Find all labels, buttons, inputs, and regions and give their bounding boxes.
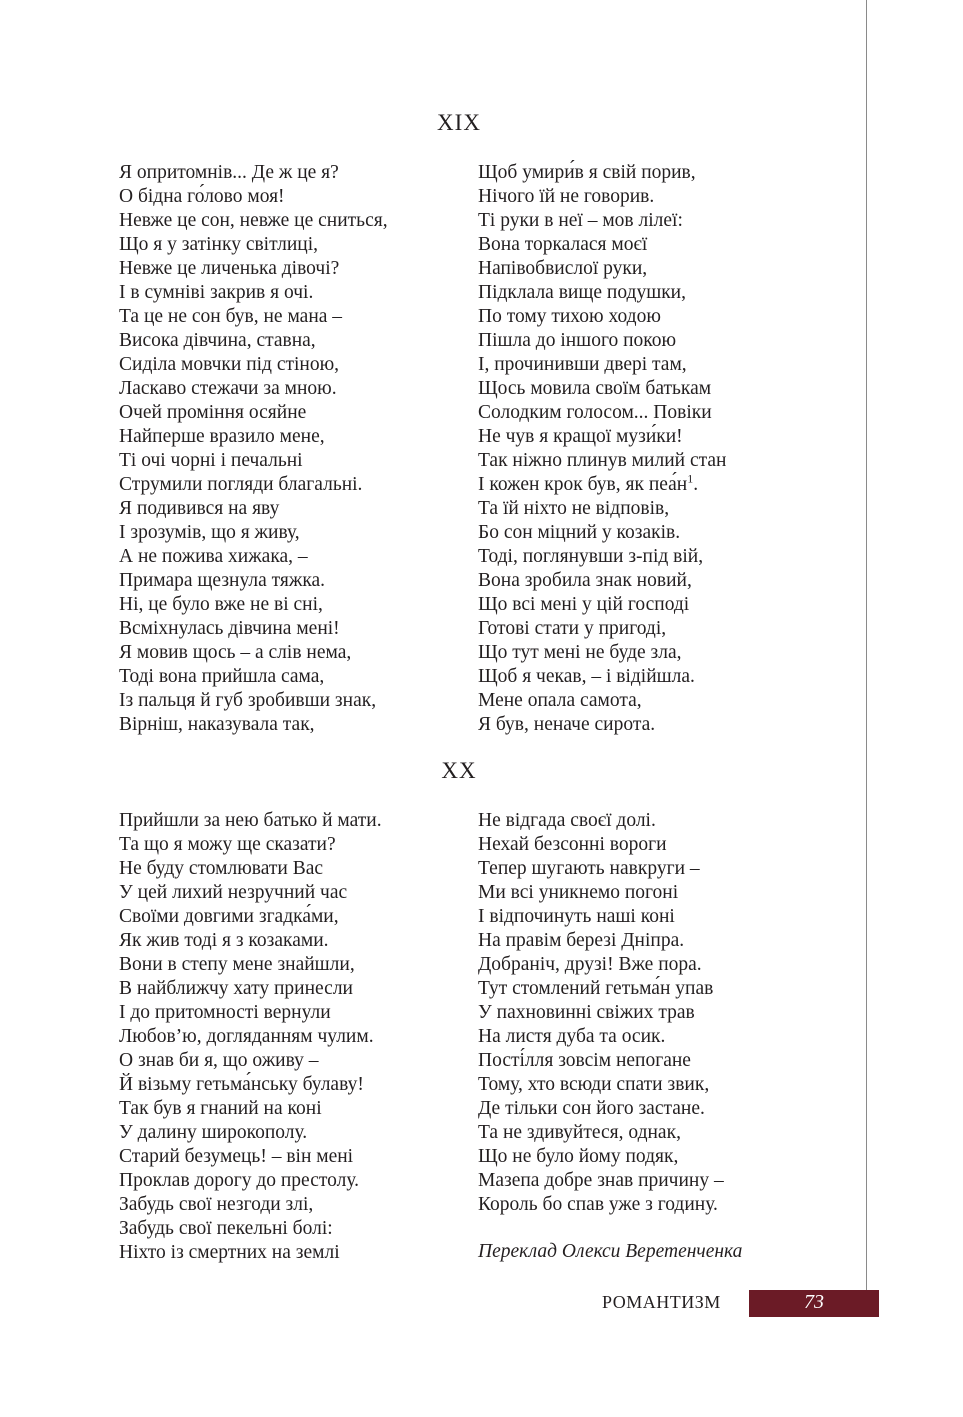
poem-line: Напівобвислої руки, <box>478 258 648 279</box>
poem-line: Що тут мені не буде зла, <box>478 642 682 663</box>
poem-line: Прийшли за нею батько й мати. <box>119 810 382 831</box>
poem-line: У пахновинні свіжих трав <box>478 1002 695 1023</box>
poem-line: Вона зробила знак новий, <box>478 570 692 591</box>
poem-line: Підклала вище подушки, <box>478 282 686 303</box>
poem-line: Як жив тоді я з козаками. <box>119 930 329 951</box>
poem-column-xix-right <box>478 161 726 737</box>
poem-line: Що всі мені у цій господі <box>478 594 690 615</box>
poem-line: Тому, хто всюди спати звик, <box>478 1074 710 1095</box>
poem-line: Бо сон міцний у козаків. <box>478 522 681 543</box>
footnote-marker: 1 <box>687 471 694 486</box>
poem-line: Своїми довгими згадка́ми, <box>119 906 339 927</box>
poem-line: Тоді, поглянувши з-під вій, <box>478 546 704 567</box>
poem-line: На листя дуба та осик. <box>478 1026 666 1047</box>
poem-column-xx-left <box>119 809 382 1265</box>
poem-line: Що я у затінку світлиці, <box>119 234 319 255</box>
poem-line: Ті руки в неї – мов лілеї: <box>478 210 683 231</box>
poem-line: Та що я можу ще сказати? <box>119 834 336 855</box>
poem-line: У цей лихий незручний час <box>119 882 348 903</box>
poem-line: Невже це личенька дівочі? <box>119 258 340 279</box>
poem-line: Примара щезнула тяжка. <box>119 570 326 591</box>
poem-line: Щось мовила своїм батькам <box>478 378 712 399</box>
poem-line: Струмили погляди благальні. <box>119 474 363 495</box>
poem-line: І до притомності вернули <box>119 1002 331 1023</box>
poem-line: Сиділа мовчки під стіною, <box>119 354 340 375</box>
footnote-tail: . <box>693 474 699 495</box>
poem-line: Мазепа добре знав причину – <box>478 1170 724 1191</box>
poem-line: Вони в степу мене знайшли, <box>119 954 355 975</box>
poem-line: І в сумніві закрив я очі. <box>119 282 314 303</box>
poem-column-xix-left <box>119 161 388 737</box>
poem-line: Не буду стомлювати Вас <box>119 858 324 879</box>
footer-section-label: РОМАНТИЗМ <box>602 1292 721 1312</box>
poem-line: Ніхто із смертних на землі <box>119 1242 340 1263</box>
poem-line: Й візьму гетьма́нську булаву! <box>119 1074 364 1095</box>
poem-line: Солодким голосом... Повіки <box>478 402 712 423</box>
poem-line: Я подивився на яву <box>119 498 280 519</box>
poem-line: Тут стомлений гетьма́н упав <box>478 978 714 999</box>
poem-line: На правім березі Дніпра. <box>478 930 685 951</box>
section-title-xix: XIX <box>437 110 481 135</box>
poem-line: Ласкаво стежачи за мною. <box>119 378 337 399</box>
poem-line: І, прочинивши двері там, <box>478 354 687 375</box>
poem-line: Нехай безсонні вороги <box>478 834 667 855</box>
poem-line: Проклав дорогу до престолу. <box>119 1170 360 1191</box>
poem-line: Не відгада своєї долі. <box>478 810 656 831</box>
poem-line: Добраніч, друзі! Вже пора. <box>478 954 702 975</box>
page-edge-line <box>866 0 867 1295</box>
poem-line: І зрозумів, що я живу, <box>119 522 300 543</box>
poem-line: Та їй ніхто не відповів, <box>478 498 670 519</box>
poem-line: Готові стати у пригоді, <box>478 618 667 639</box>
poem-line: Та це не сон був, не мана – <box>119 306 343 327</box>
poem-line: Невже це сон, невже це сниться, <box>119 210 388 231</box>
poem-line: Я був, неначе сирота. <box>478 714 656 735</box>
translator-credit: Переклад Олекси Веретенченка <box>478 1241 743 1262</box>
poem-line: Найперше вразило мене, <box>119 426 325 447</box>
poem-line: Так ніжно плинув милий стан <box>478 450 727 471</box>
poem-line: Щоб я чекав, – і відійшла. <box>478 666 695 687</box>
poem-line: Я опритомнів... Де ж це я? <box>119 162 339 183</box>
poem-line: По тому тихою ходою <box>478 306 661 327</box>
poem-line: Любов’ю, догляданням чулим. <box>119 1026 374 1047</box>
poem-line: Очей проміння осяйне <box>119 402 307 423</box>
poem-line: Всміхнулась дівчина мені! <box>119 618 340 639</box>
poem-line: Не чув я кращої музи́ки! <box>478 426 683 447</box>
poem-line: І відпочинуть наші коні <box>478 906 675 927</box>
page-number: 73 <box>804 1291 824 1313</box>
poem-line: Мене опала самота, <box>478 690 642 711</box>
poem-line: Пості́лля зовсім непогане <box>478 1050 691 1071</box>
poem-line: Пішла до іншого покою <box>478 330 677 351</box>
poem-line: О знав би я, що оживу – <box>119 1050 319 1071</box>
poem-line: Нічого їй не говорив. <box>478 186 655 207</box>
poem-column-xx-right <box>478 809 724 1217</box>
poem-line: О бідна го́лово моя! <box>119 186 285 207</box>
poem-line: Щоб умири́в я свій порив, <box>478 162 696 183</box>
poem-line: Що не було йому подяк, <box>478 1146 679 1167</box>
poem-line: Де тільки сон його застане. <box>478 1098 705 1119</box>
poem-line: Із пальця й губ зробивши знак, <box>119 690 377 711</box>
poem-line: Вона торкалася моєї <box>478 234 648 255</box>
poem-line: Вірніш, наказувала так, <box>119 714 315 735</box>
poem-line: Висока дівчина, ставна, <box>119 330 316 351</box>
poem-line: І кожен крок був, як $пеа́н^1$. <box>478 471 699 495</box>
poem-line: Ті очі чорні і печальні <box>119 450 303 471</box>
poem-line: Я мовив щось – а слів нема, <box>119 642 352 663</box>
section-title-xx: XX <box>441 758 477 783</box>
poem-line: В найближчу хату принесли <box>119 978 353 999</box>
poem-line: Забудь свої пекельні болі: <box>119 1218 333 1239</box>
poem-line: Забудь свої незгоди злі, <box>119 1194 314 1215</box>
poem-line: Так був я гнаний на коні <box>119 1098 322 1119</box>
poem-line: У далину широкополу. <box>119 1122 308 1143</box>
poem-line: Та не здивуйтеся, однак, <box>478 1122 681 1143</box>
poem-line: Старий безумець! – він мені <box>119 1146 354 1167</box>
poem-line: А не пожива хижака, – <box>119 546 308 567</box>
poem-line: Ми всі уникнемо погоні <box>478 882 679 903</box>
poem-line: Ні, це було вже не ві сні, <box>119 594 323 615</box>
poem-line: Тоді вона прийшла сама, <box>119 666 325 687</box>
poem-line: Тепер шугають навкруги – <box>478 858 700 879</box>
poem-line: Король бо спав уже з годину. <box>478 1194 718 1215</box>
page-number-box <box>749 1290 879 1317</box>
